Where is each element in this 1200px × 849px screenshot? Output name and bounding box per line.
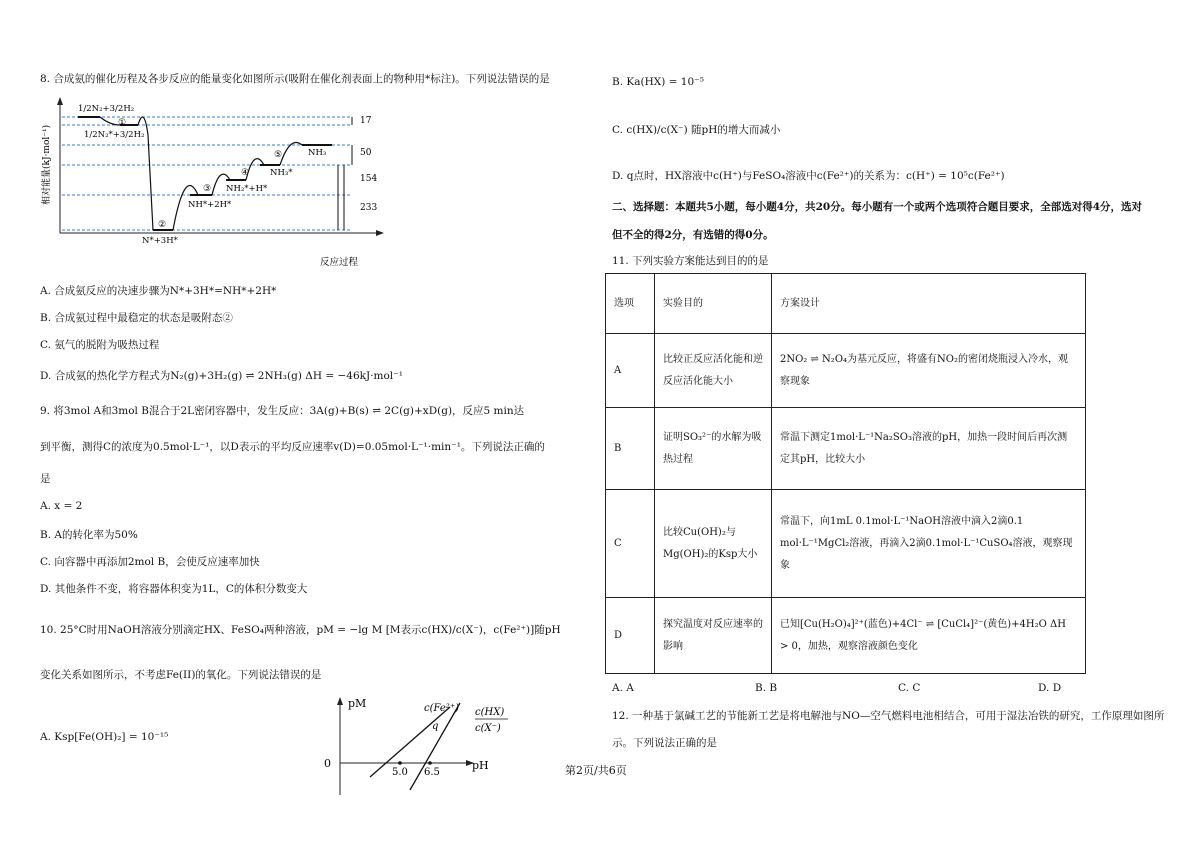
section2-line1: 二、选择题：本题共5小题，每小题4分，共20分。每小题有一个或两个选项符合题目要求，全部选对得4分，选对	[612, 201, 1143, 213]
q11-answer-d: D. D	[1038, 682, 1062, 694]
q8-label-nh3: NH₃	[308, 148, 327, 158]
q8-option-b: B. 合成氨过程中最稳定的状态是吸附态②	[40, 312, 233, 324]
row-key: B	[606, 408, 655, 490]
q8-step-5: ⑤	[274, 150, 283, 160]
q10-option-d: D. q点时，HX溶液中c(H⁺)与FeSO₄溶液中c(Fe²⁺)的关系为：c(H⁺) = 10⁵c(Fe²⁺)	[612, 170, 1005, 182]
q8-step-4: ④	[241, 168, 250, 178]
q10-line2: 变化关系如图所示，不考虑Fe(II)的氧化。下列说法错误的是	[40, 669, 322, 681]
q8-energy-50: 50	[360, 148, 372, 158]
table-row	[606, 334, 1086, 408]
q8-energy-17: 17	[360, 116, 372, 126]
q9-option-d: D. 其他条件不变，将容器体积变为1L，C的体积分数变大	[40, 583, 308, 595]
q8-option-d: D. 合成氨的热化学方程式为N₂(g)+3H₂(g) ⇌ 2NH₃(g) ΔH = −46kJ·mol⁻¹	[40, 370, 403, 382]
q8-energy-233: 233	[360, 203, 378, 213]
q10-series-hx-num: c(HX)	[475, 707, 505, 718]
q8-label-nh3-ads: NH₃*	[270, 168, 293, 178]
q9-option-b: B. A的转化率为50%	[40, 529, 138, 541]
q10-series-fe: c(Fe²⁺)	[424, 703, 459, 714]
q9-option-a: A. x = 2	[40, 500, 83, 512]
table-row	[606, 490, 1086, 598]
table-header-design: 方案设计	[772, 274, 1086, 334]
q8-label-nh-h: NH*+2H*	[188, 200, 232, 210]
q12-line2: 示。下列说法正确的是	[612, 737, 717, 749]
q8-xlabel: 反应过程	[320, 257, 359, 268]
q8-option-c: C. 氨气的脱附为吸热过程	[40, 339, 160, 351]
q8-stem: 8. 合成氨的催化历程及各步反应的能量变化如图所示(吸附在催化剂表面上的物种用*标注)。下列说法错误的是	[40, 73, 550, 85]
q8-step-2: ②	[158, 220, 167, 230]
row-design: 常温下测定1mol·L⁻¹Na₂SO₃溶液的pH，加热一段时间后再次测定其pH，比较大小	[772, 408, 1086, 490]
row-purpose: 比较Cu(OH)₂与Mg(OH)₂的Ksp大小	[655, 490, 772, 598]
q11-plan-table	[605, 273, 1086, 674]
q8-step-3: ③	[203, 184, 212, 194]
q11-answer-c: C. C	[898, 682, 921, 694]
q10-origin: 0	[324, 757, 331, 770]
row-design: 2NO₂ ⇌ N₂O₄为基元反应，将盛有NO₂的密闭烧瓶浸入冷水，观察现象	[772, 334, 1086, 408]
q9-option-c: C. 向容器中再添加2mol B，会使反应速率加快	[40, 556, 260, 568]
q9-line3: 是	[40, 473, 51, 485]
q10-option-b: B. Ka(HX) = 10⁻⁵	[612, 76, 704, 88]
q10-line1: 10. 25°C时用NaOH溶液分别滴定HX、FeSO₄两种溶液，pM = −lg M [M表示c(HX)/c(X⁻)，c(Fe²⁺)]随pH	[40, 624, 561, 636]
row-key: C	[606, 490, 655, 598]
q10-option-a: A. Ksp[Fe(OH)₂] = 10⁻¹⁵	[40, 731, 169, 743]
row-purpose: 比较正反应活化能和逆反应活化能大小	[655, 334, 772, 408]
page-footer: 第2页/共6页	[565, 764, 627, 777]
q8-label-start: 1/2N₂+3/2H₂	[78, 104, 135, 114]
row-purpose: 探究温度对反应速率的影响	[655, 598, 772, 674]
table-header-option: 选项	[606, 274, 655, 334]
q8-label-n-h: N*+3H*	[142, 236, 178, 246]
row-key: A	[606, 334, 655, 408]
q11-answer-a: A. A	[612, 682, 634, 694]
section2-line2: 但不全的得2分，有选错的得0分。	[612, 229, 774, 241]
q8-energy-figure	[40, 95, 420, 295]
q10-tick-6-5: 6.5	[424, 767, 440, 778]
q12-line1: 12. 一种基于氯碱工艺的节能新工艺是将电解池与NO—空气燃料电池相结合，可用于湿法冶铁的研究，工作原理如图所	[612, 710, 1165, 722]
table-row	[606, 598, 1086, 674]
q8-label-ads: 1/2N₂*+3/2H₂	[84, 130, 145, 140]
table-header-row	[606, 274, 1086, 334]
row-key: D	[606, 598, 655, 674]
q8-ylabel: 相对能量(kJ·mol⁻¹)	[42, 124, 52, 205]
q10-point-q: q	[432, 721, 439, 732]
q10-series-hx-den: c(X⁻)	[475, 723, 501, 734]
q8-energy-154: 154	[360, 174, 378, 184]
table-header-purpose: 实验目的	[655, 274, 772, 334]
q8-option-a: A. 合成氨反应的决速步骤为N*+3H*=NH*+2H*	[40, 285, 277, 297]
q11-answer-b: B. B	[755, 682, 778, 694]
q10-ylabel: pM	[348, 697, 367, 710]
q10-xlabel: pH	[472, 759, 489, 772]
q9-line2: 到平衡，测得C的浓度为0.5mol·L⁻¹，以D表示的平均反应速率v(D)=0.05mol·L⁻¹·min⁻¹。下列说法正确的	[40, 441, 545, 453]
row-design: 已知[Cu(H₂O)₄]²⁺(蓝色)+4Cl⁻ ⇌ [CuCl₄]²⁻(黄色)+4H₂O ΔH > 0，加热，观察溶液颜色变化	[772, 598, 1086, 674]
q10-ph-figure	[320, 695, 520, 805]
row-purpose: 证明SO₃²⁻的水解为吸热过程	[655, 408, 772, 490]
q9-line1: 9. 将3mol A和3mol B混合于2L密闭容器中，发生反应：3A(g)+B(s) ⇌ 2C(g)+xD(g)，反应5 min达	[40, 405, 525, 417]
row-design: 常温下，向1mL 0.1mol·L⁻¹NaOH溶液中滴入2滴0.1 mol·L⁻¹MgCl₂溶液，再滴入2滴0.1mol·L⁻¹CuSO₄溶液，观察现象	[772, 490, 1086, 598]
q8-label-nh2-h: NH₂*+H*	[226, 184, 268, 194]
table-row	[606, 408, 1086, 490]
q8-step-1: ①	[118, 118, 127, 128]
q10-option-c: C. c(HX)/c(X⁻) 随pH的增大而减小	[612, 124, 781, 136]
q11-stem: 11. 下列实验方案能达到目的的是	[612, 255, 769, 267]
q10-tick-5: 5.0	[392, 767, 408, 778]
